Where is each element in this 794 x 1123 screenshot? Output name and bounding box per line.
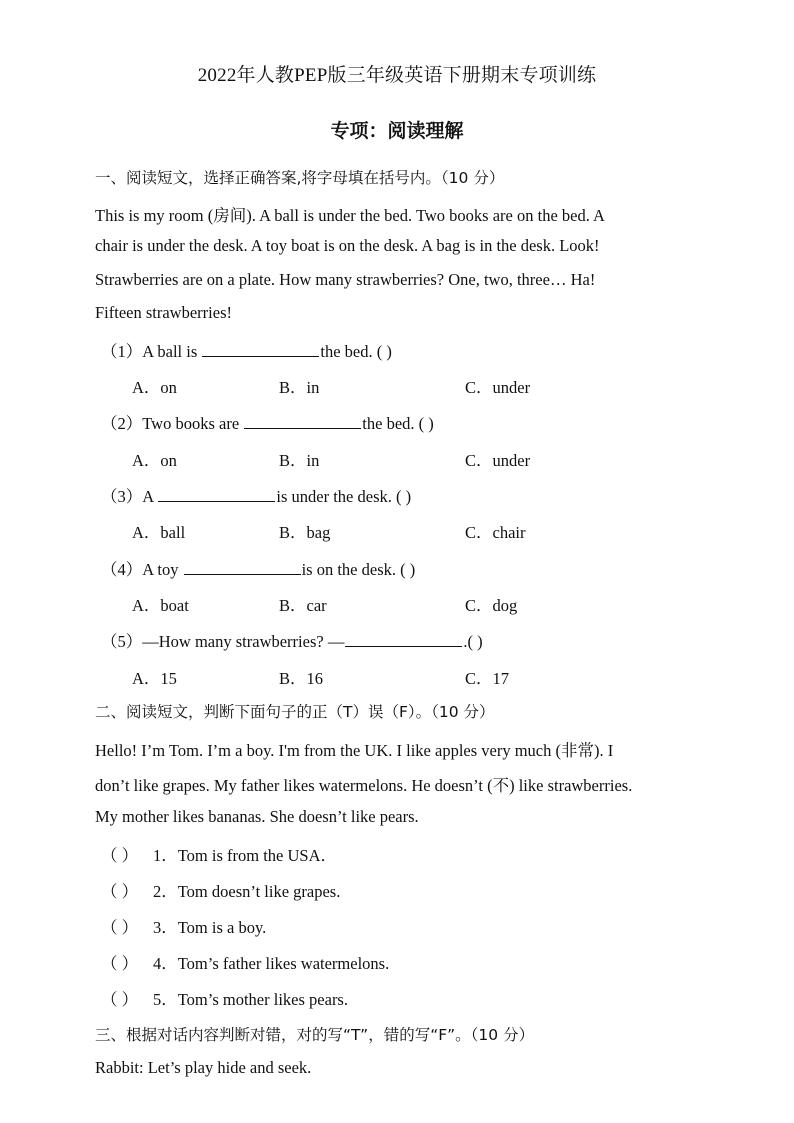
option-b: B．bag (279, 523, 331, 542)
option-a: A．15 (132, 669, 177, 688)
answer-paren[interactable]: （ ） (101, 954, 139, 973)
statement-4-text: 4．Tom’s father likes watermelons. (153, 954, 390, 973)
option-b: B．car (279, 596, 327, 615)
question-5-text: （5）—How many strawberries? — (101, 632, 345, 651)
section2-passage-line: don’t like grapes. My father likes watermelons. He doesn’t (不) like strawberries. (95, 776, 633, 795)
answer-blank[interactable] (158, 487, 275, 502)
page-title: 2022年人教PEP版三年级英语下册期末专项训练 (197, 65, 597, 86)
option-a: A．on (132, 378, 177, 397)
question-2 (101, 410, 434, 434)
option-b: B．in (279, 378, 320, 397)
answer-blank[interactable] (202, 342, 319, 357)
answer-blank[interactable] (184, 560, 301, 575)
option-b: B．in (279, 451, 320, 470)
section1-heading: 一、阅读短文，选择正确答案,将字母填在括号内。（10 分） (95, 169, 505, 187)
section2-passage-line: My mother likes bananas. She doesn’t like pears. (95, 807, 419, 826)
question-3-text: （3）A (101, 487, 158, 506)
statement-2 (101, 878, 340, 902)
question-3 (101, 483, 411, 507)
option-c: C．under (465, 378, 531, 397)
section1-passage-line: Strawberries are on a plate. How many strawberries? One, two, three… Ha! (95, 270, 596, 289)
question-1-text: （1）A ball is (101, 342, 202, 361)
option-b: B．16 (279, 669, 324, 688)
question-5 (101, 628, 483, 652)
question-4-text: （4）A toy (101, 560, 183, 579)
option-a: A．boat (132, 596, 189, 615)
option-a: A．on (132, 451, 177, 470)
question-3-tail: is under the desk. ( ) (276, 487, 412, 506)
answer-paren[interactable]: （ ） (101, 882, 139, 901)
dialogue-line: Rabbit: Let’s play hide and seek. (95, 1058, 312, 1077)
question-4-tail: is on the desk. ( ) (301, 560, 416, 579)
answer-blank[interactable] (345, 632, 462, 647)
statement-3 (101, 914, 266, 938)
statement-3-text: 3．Tom is a boy. (153, 918, 267, 937)
question-1-tail: the bed. ( ) (320, 342, 392, 361)
question-4 (101, 556, 415, 580)
statement-5 (101, 986, 348, 1010)
question-2-text: （2）Two books are (101, 414, 244, 433)
statement-4 (101, 950, 389, 974)
question-1 (101, 338, 392, 362)
option-c: C．chair (465, 523, 526, 542)
statement-2-text: 2．Tom doesn’t like grapes. (153, 882, 341, 901)
section1-passage-line: chair is under the desk. A toy boat is on the desk. A bag is in the desk. Look! (95, 236, 600, 255)
section2-heading: 二、阅读短文，判断下面句子的正（T）误（F）。（10 分） (95, 703, 495, 721)
answer-paren[interactable]: （ ） (101, 918, 139, 937)
option-c: C．dog (465, 596, 518, 615)
section3-heading: 三、根据对话内容判断对错，对的写“T”，错的写“F”。（10 分） (95, 1026, 535, 1044)
answer-blank[interactable] (244, 414, 361, 429)
section1-passage-line: This is my room (房间). A ball is under the bed. Two books are on the bed. A (95, 206, 605, 225)
answer-paren[interactable]: （ ） (101, 990, 139, 1009)
section2-passage-line: Hello! I’m Tom. I’m a boy. I'm from the UK. I like apples very much (非常). I (95, 741, 614, 760)
option-a: A．ball (132, 523, 186, 542)
statement-1 (101, 842, 337, 866)
question-5-tail: .( ) (463, 632, 483, 651)
option-c: C．17 (465, 669, 510, 688)
section1-passage-line: Fifteen strawberries! (95, 303, 232, 322)
statement-5-text: 5．Tom’s mother likes pears. (153, 990, 348, 1009)
statement-1-text: 1．Tom is from the USA． (153, 846, 338, 865)
page-subtitle: 专项：阅读理解 (330, 120, 464, 142)
option-c: C．under (465, 451, 531, 470)
question-2-tail: the bed. ( ) (362, 414, 434, 433)
answer-paren[interactable]: （ ） (101, 846, 139, 865)
